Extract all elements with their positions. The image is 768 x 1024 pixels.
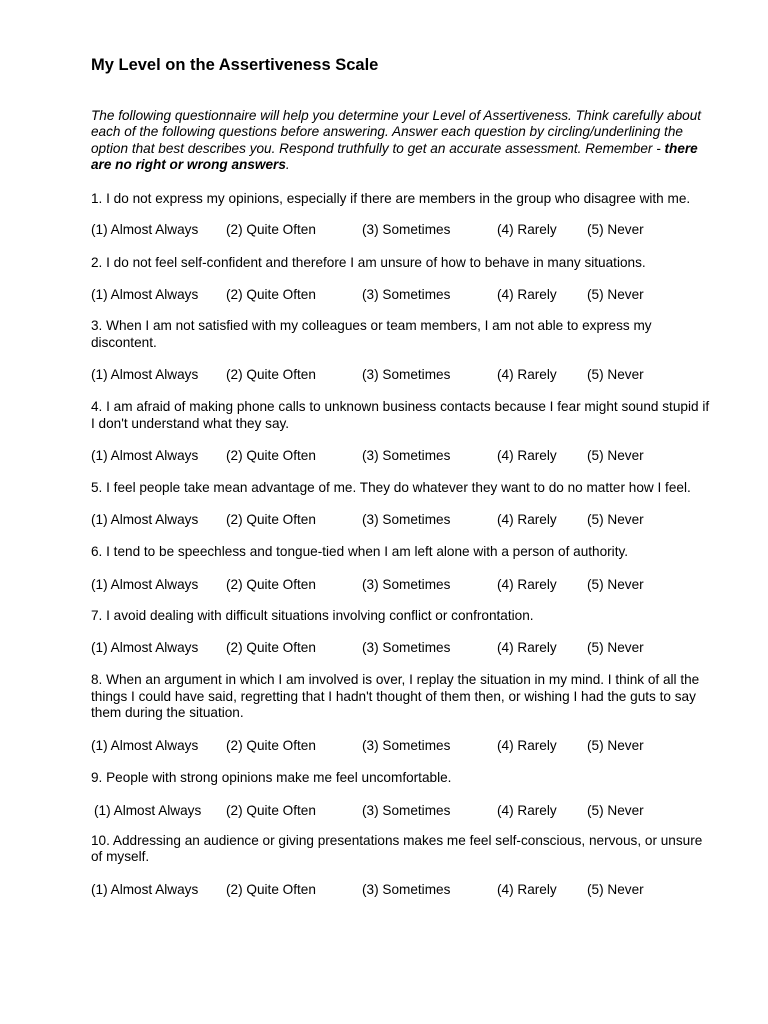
option-almost-always[interactable]: (1) Almost Always xyxy=(91,881,199,897)
options-row-8 xyxy=(91,737,708,754)
options-row-9 xyxy=(91,802,708,819)
question-1: 1. I do not express my opinions, especially if there are members in the group who disagree with me. xyxy=(91,190,691,206)
option-almost-always[interactable]: (1) Almost Always xyxy=(91,640,199,656)
option-almost-always[interactable]: (1) Almost Always xyxy=(91,737,199,753)
option-rarely[interactable]: (4) Rarely xyxy=(497,881,557,897)
option-quite-often[interactable]: (2) Quite Often xyxy=(226,802,316,818)
option-quite-often[interactable]: (2) Quite Often xyxy=(226,512,316,528)
option-never[interactable]: (5) Never xyxy=(587,640,644,656)
option-quite-often[interactable]: (2) Quite Often xyxy=(226,367,316,383)
option-almost-always[interactable]: (1) Almost Always xyxy=(91,448,199,464)
options-row-1 xyxy=(91,221,708,238)
intro-text: The following questionnaire will help you determine your Level of Assertiveness. Think carefully about each of the following questions before answering. Answer each question by circling/underlining the option that best describes you. Respond truthfully to get an accurate assessment. Remember - xyxy=(91,108,702,156)
option-never[interactable]: (5) Never xyxy=(587,448,644,464)
option-never[interactable]: (5) Never xyxy=(587,222,644,238)
question-5: 5. I feel people take mean advantage of me. They do whatever they want to do no matter how I feel. xyxy=(91,480,691,496)
option-sometimes[interactable]: (3) Sometimes xyxy=(362,448,451,464)
option-quite-often[interactable]: (2) Quite Often xyxy=(226,737,316,753)
option-sometimes[interactable]: (3) Sometimes xyxy=(362,287,451,303)
option-sometimes[interactable]: (3) Sometimes xyxy=(362,367,451,383)
option-almost-always[interactable]: (1) Almost Always xyxy=(91,222,199,238)
question-8: 8. When an argument in which I am involved is over, I replay the situation in my mind. I think of all the things I could have said, regretting that I hadn't thought of them then, or wishing I had the guts to say them during the situation. xyxy=(91,672,700,721)
options-row-4 xyxy=(91,447,708,464)
intro-paragraph xyxy=(91,108,716,174)
option-quite-often[interactable]: (2) Quite Often xyxy=(226,222,316,238)
option-almost-always[interactable]: (1) Almost Always xyxy=(91,576,199,592)
option-rarely[interactable]: (4) Rarely xyxy=(497,222,557,238)
option-quite-often[interactable]: (2) Quite Often xyxy=(226,576,316,592)
option-never[interactable]: (5) Never xyxy=(587,287,644,303)
intro-end: . xyxy=(285,157,290,173)
option-rarely[interactable]: (4) Rarely xyxy=(497,512,557,528)
option-sometimes[interactable]: (3) Sometimes xyxy=(362,640,451,656)
option-sometimes[interactable]: (3) Sometimes xyxy=(362,222,451,238)
option-rarely[interactable]: (4) Rarely xyxy=(497,367,557,383)
options-row-2 xyxy=(91,286,708,303)
option-sometimes[interactable]: (3) Sometimes xyxy=(362,576,451,592)
intro-emphasis: there are no right or wrong answers xyxy=(91,140,698,173)
option-never[interactable]: (5) Never xyxy=(587,367,644,383)
question-3: 3. When I am not satisfied with my colleagues or team members, I am not able to express my discontent. xyxy=(91,318,652,350)
option-almost-always[interactable]: (1) Almost Always xyxy=(91,287,199,303)
question-2: 2. I do not feel self-confident and therefore I am unsure of how to behave in many situations. xyxy=(91,255,646,271)
option-rarely[interactable]: (4) Rarely xyxy=(497,737,557,753)
option-quite-often[interactable]: (2) Quite Often xyxy=(226,287,316,303)
option-quite-often[interactable]: (2) Quite Often xyxy=(226,448,316,464)
option-never[interactable]: (5) Never xyxy=(587,737,644,753)
options-row-5 xyxy=(91,511,708,528)
option-rarely[interactable]: (4) Rarely xyxy=(497,576,557,592)
question-9: 9. People with strong opinions make me feel uncomfortable. xyxy=(91,769,452,785)
option-sometimes[interactable]: (3) Sometimes xyxy=(362,512,451,528)
option-quite-often[interactable]: (2) Quite Often xyxy=(226,640,316,656)
options-row-7 xyxy=(91,639,708,656)
question-7: 7. I avoid dealing with difficult situations involving conflict or confrontation. xyxy=(91,607,534,623)
option-rarely[interactable]: (4) Rarely xyxy=(497,448,557,464)
question-6: 6. I tend to be speechless and tongue-tied when I am left alone with a person of authority. xyxy=(91,544,629,560)
options-row-10 xyxy=(91,881,708,898)
option-almost-always[interactable]: (1) Almost Always xyxy=(94,802,202,818)
option-sometimes[interactable]: (3) Sometimes xyxy=(362,881,451,897)
option-never[interactable]: (5) Never xyxy=(587,576,644,592)
page-title: My Level on the Assertiveness Scale xyxy=(91,56,379,74)
option-never[interactable]: (5) Never xyxy=(587,881,644,897)
option-rarely[interactable]: (4) Rarely xyxy=(497,802,557,818)
option-never[interactable]: (5) Never xyxy=(587,802,644,818)
option-sometimes[interactable]: (3) Sometimes xyxy=(362,802,451,818)
question-10: 10. Addressing an audience or giving presentations makes me feel self-conscious, nervous, or unsure of myself. xyxy=(91,832,703,865)
option-rarely[interactable]: (4) Rarely xyxy=(497,640,557,656)
option-sometimes[interactable]: (3) Sometimes xyxy=(362,737,451,753)
option-rarely[interactable]: (4) Rarely xyxy=(497,287,557,303)
option-almost-always[interactable]: (1) Almost Always xyxy=(91,512,199,528)
options-row-6 xyxy=(91,576,708,593)
options-row-3 xyxy=(91,366,708,383)
option-quite-often[interactable]: (2) Quite Often xyxy=(226,881,316,897)
question-4: 4. I am afraid of making phone calls to unknown business contacts because I fear might sound stupid if I don't understand what they say. xyxy=(91,399,710,431)
option-never[interactable]: (5) Never xyxy=(587,512,644,528)
option-almost-always[interactable]: (1) Almost Always xyxy=(91,367,199,383)
